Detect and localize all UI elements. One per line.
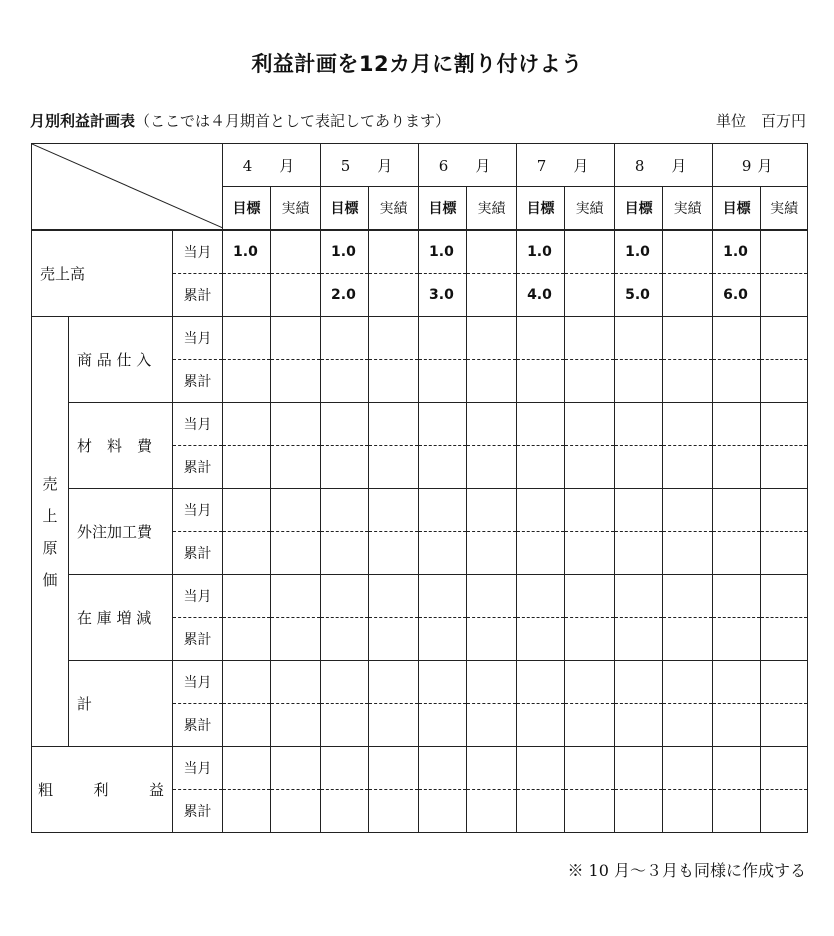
actual-cell bbox=[761, 618, 808, 661]
actual-cell bbox=[761, 747, 808, 790]
actual-cell bbox=[761, 446, 808, 489]
actual-cell bbox=[369, 317, 419, 360]
target-header: 目標 bbox=[517, 187, 565, 231]
target-header: 目標 bbox=[321, 187, 369, 231]
actual-cell bbox=[565, 704, 615, 747]
actual-cell bbox=[467, 618, 517, 661]
actual-header: 実績 bbox=[369, 187, 419, 231]
target-cell bbox=[517, 661, 565, 704]
actual-cell bbox=[761, 790, 808, 833]
month-header: 7 月 bbox=[517, 144, 615, 187]
target-cell bbox=[321, 704, 369, 747]
actual-cell bbox=[565, 317, 615, 360]
actual-cell bbox=[565, 403, 615, 446]
target-cell bbox=[615, 489, 663, 532]
actual-cell bbox=[271, 532, 321, 575]
row-type-current: 当月 bbox=[173, 403, 223, 446]
row-type-current: 当月 bbox=[173, 489, 223, 532]
target-cell: 1.0 bbox=[713, 230, 761, 274]
actual-cell bbox=[761, 661, 808, 704]
target-cell: 1.0 bbox=[223, 230, 271, 274]
target-cell bbox=[419, 618, 467, 661]
sales-label: 売上高 bbox=[32, 230, 173, 317]
page-title: 利益計画を12カ月に割り付けよう bbox=[251, 52, 583, 76]
target-cell bbox=[321, 618, 369, 661]
actual-cell bbox=[761, 489, 808, 532]
target-cell bbox=[321, 790, 369, 833]
actual-cell bbox=[663, 747, 713, 790]
target-cell bbox=[419, 747, 467, 790]
target-cell bbox=[223, 790, 271, 833]
actual-cell bbox=[761, 575, 808, 618]
month-header: 9月 bbox=[713, 144, 808, 187]
actual-cell bbox=[271, 704, 321, 747]
target-cell bbox=[321, 446, 369, 489]
target-cell bbox=[517, 489, 565, 532]
target-cell bbox=[615, 661, 663, 704]
row-type-cumulative: 累計 bbox=[173, 446, 223, 489]
target-cell bbox=[615, 790, 663, 833]
target-cell bbox=[517, 403, 565, 446]
cost-of-sales-label bbox=[32, 317, 69, 747]
actual-cell bbox=[369, 360, 419, 403]
actual-cell bbox=[369, 618, 419, 661]
row-type-current: 当月 bbox=[173, 661, 223, 704]
target-cell bbox=[713, 360, 761, 403]
target-cell bbox=[223, 489, 271, 532]
target-cell bbox=[517, 446, 565, 489]
cost-item-label: 材 料 費 bbox=[69, 403, 173, 489]
actual-header: 実績 bbox=[467, 187, 517, 231]
actual-cell bbox=[761, 532, 808, 575]
cost-of-sales-char: 原 bbox=[42, 538, 58, 557]
header-corner-cell bbox=[32, 144, 223, 231]
target-cell bbox=[713, 446, 761, 489]
actual-header: 実績 bbox=[565, 187, 615, 231]
actual-cell bbox=[271, 230, 321, 274]
target-cell bbox=[419, 360, 467, 403]
actual-cell bbox=[369, 575, 419, 618]
target-cell bbox=[517, 317, 565, 360]
target-cell bbox=[517, 575, 565, 618]
target-cell bbox=[419, 317, 467, 360]
target-header: 目標 bbox=[419, 187, 467, 231]
row-type-cumulative: 累計 bbox=[173, 704, 223, 747]
target-cell bbox=[615, 317, 663, 360]
target-cell bbox=[321, 575, 369, 618]
target-cell bbox=[223, 704, 271, 747]
target-cell bbox=[223, 403, 271, 446]
target-cell: 6.0 bbox=[713, 274, 761, 317]
actual-cell bbox=[467, 704, 517, 747]
actual-cell bbox=[663, 230, 713, 274]
target-cell bbox=[419, 790, 467, 833]
actual-cell bbox=[663, 790, 713, 833]
target-cell bbox=[713, 532, 761, 575]
actual-cell bbox=[761, 360, 808, 403]
target-cell bbox=[223, 747, 271, 790]
row-type-cumulative: 累計 bbox=[173, 274, 223, 317]
target-cell bbox=[517, 747, 565, 790]
actual-cell bbox=[369, 230, 419, 274]
row-type-cumulative: 累計 bbox=[173, 532, 223, 575]
cost-item-label: 在 庫 増 減 bbox=[69, 575, 173, 661]
actual-cell bbox=[663, 661, 713, 704]
gross-profit-char: 粗 bbox=[38, 781, 54, 799]
actual-cell bbox=[663, 618, 713, 661]
actual-cell bbox=[467, 747, 517, 790]
actual-cell bbox=[369, 403, 419, 446]
table-subtitle bbox=[30, 110, 450, 131]
actual-cell bbox=[271, 446, 321, 489]
target-cell: 1.0 bbox=[419, 230, 467, 274]
row-type-current: 当月 bbox=[173, 575, 223, 618]
actual-cell bbox=[467, 403, 517, 446]
actual-cell bbox=[565, 618, 615, 661]
cost-of-sales-char: 価 bbox=[42, 570, 58, 589]
target-cell: 3.0 bbox=[419, 274, 467, 317]
target-cell: 4.0 bbox=[517, 274, 565, 317]
diagonal-line bbox=[32, 144, 223, 228]
row-type-current: 当月 bbox=[173, 747, 223, 790]
target-cell bbox=[615, 403, 663, 446]
cost-item-label: 計 bbox=[69, 661, 173, 747]
actual-cell bbox=[565, 532, 615, 575]
target-cell bbox=[419, 575, 467, 618]
actual-cell bbox=[369, 532, 419, 575]
target-cell bbox=[615, 704, 663, 747]
actual-cell bbox=[369, 274, 419, 317]
target-cell bbox=[419, 532, 467, 575]
target-cell bbox=[713, 790, 761, 833]
actual-cell bbox=[663, 704, 713, 747]
actual-cell bbox=[467, 274, 517, 317]
actual-cell bbox=[271, 360, 321, 403]
actual-cell bbox=[565, 230, 615, 274]
target-cell bbox=[713, 704, 761, 747]
actual-cell bbox=[565, 790, 615, 833]
target-header: 目標 bbox=[615, 187, 663, 231]
actual-cell bbox=[467, 317, 517, 360]
actual-cell bbox=[467, 661, 517, 704]
actual-cell bbox=[565, 360, 615, 403]
target-cell bbox=[419, 704, 467, 747]
target-cell bbox=[321, 747, 369, 790]
actual-cell bbox=[663, 274, 713, 317]
target-cell bbox=[321, 532, 369, 575]
actual-cell bbox=[271, 661, 321, 704]
row-type-cumulative: 累計 bbox=[173, 360, 223, 403]
actual-cell bbox=[467, 532, 517, 575]
target-cell bbox=[517, 790, 565, 833]
actual-cell bbox=[565, 489, 615, 532]
actual-cell bbox=[663, 446, 713, 489]
table-note: （ここでは４月期首として表記してあります） bbox=[135, 112, 451, 130]
target-cell bbox=[223, 532, 271, 575]
actual-cell bbox=[565, 661, 615, 704]
target-cell: 1.0 bbox=[517, 230, 565, 274]
actual-cell bbox=[663, 403, 713, 446]
actual-cell bbox=[761, 403, 808, 446]
gross-profit-label bbox=[32, 747, 173, 833]
row-type-current: 当月 bbox=[173, 317, 223, 360]
profit-plan-table bbox=[31, 143, 808, 833]
gross-profit-char: 利 bbox=[93, 781, 109, 799]
actual-cell bbox=[369, 747, 419, 790]
target-cell bbox=[517, 704, 565, 747]
target-cell bbox=[419, 489, 467, 532]
actual-cell bbox=[565, 575, 615, 618]
target-cell bbox=[321, 661, 369, 704]
target-cell bbox=[517, 532, 565, 575]
target-header: 目標 bbox=[713, 187, 761, 231]
actual-cell bbox=[663, 532, 713, 575]
table-name: 月別利益計画表 bbox=[30, 112, 136, 130]
target-cell bbox=[223, 575, 271, 618]
target-cell bbox=[615, 747, 663, 790]
target-cell: 5.0 bbox=[615, 274, 663, 317]
target-cell bbox=[321, 317, 369, 360]
actual-cell bbox=[761, 274, 808, 317]
actual-cell bbox=[369, 446, 419, 489]
target-cell bbox=[419, 403, 467, 446]
target-cell bbox=[223, 618, 271, 661]
target-cell bbox=[615, 446, 663, 489]
actual-cell bbox=[761, 230, 808, 274]
cost-of-sales-char: 売 bbox=[42, 474, 58, 493]
target-cell bbox=[713, 489, 761, 532]
month-header: 5 月 bbox=[321, 144, 419, 187]
row-type-cumulative: 累計 bbox=[173, 618, 223, 661]
target-cell bbox=[517, 618, 565, 661]
target-cell bbox=[713, 618, 761, 661]
month-header: 8 月 bbox=[615, 144, 713, 187]
actual-cell bbox=[271, 618, 321, 661]
actual-cell bbox=[565, 446, 615, 489]
target-cell bbox=[615, 532, 663, 575]
target-cell bbox=[615, 360, 663, 403]
actual-header: 実績 bbox=[761, 187, 808, 231]
actual-cell bbox=[663, 317, 713, 360]
target-cell bbox=[713, 661, 761, 704]
actual-cell bbox=[467, 790, 517, 833]
actual-cell bbox=[663, 575, 713, 618]
target-cell bbox=[223, 360, 271, 403]
actual-cell bbox=[565, 747, 615, 790]
actual-cell bbox=[369, 790, 419, 833]
actual-cell bbox=[565, 274, 615, 317]
actual-cell bbox=[761, 317, 808, 360]
target-cell bbox=[615, 618, 663, 661]
target-cell bbox=[223, 661, 271, 704]
row-type-current: 当月 bbox=[173, 230, 223, 274]
actual-cell bbox=[369, 489, 419, 532]
actual-header: 実績 bbox=[663, 187, 713, 231]
target-cell bbox=[419, 446, 467, 489]
actual-cell bbox=[271, 489, 321, 532]
target-cell bbox=[223, 446, 271, 489]
target-cell bbox=[223, 274, 271, 317]
cost-of-sales-char: 上 bbox=[42, 506, 58, 525]
actual-cell bbox=[369, 704, 419, 747]
actual-cell bbox=[271, 747, 321, 790]
target-cell bbox=[517, 360, 565, 403]
actual-cell bbox=[467, 575, 517, 618]
actual-header: 実績 bbox=[271, 187, 321, 231]
target-cell bbox=[713, 575, 761, 618]
actual-cell bbox=[467, 230, 517, 274]
actual-cell bbox=[467, 489, 517, 532]
actual-cell bbox=[761, 704, 808, 747]
actual-cell bbox=[369, 661, 419, 704]
target-cell: 1.0 bbox=[321, 230, 369, 274]
cost-item-label: 外注加工費 bbox=[69, 489, 173, 575]
target-cell bbox=[713, 403, 761, 446]
month-header: 6 月 bbox=[419, 144, 517, 187]
target-cell bbox=[321, 489, 369, 532]
target-cell: 1.0 bbox=[615, 230, 663, 274]
actual-cell bbox=[467, 360, 517, 403]
month-header: 4 月 bbox=[223, 144, 321, 187]
actual-cell bbox=[271, 403, 321, 446]
footnote: ※ 10 月～３月も同様に作成する bbox=[567, 861, 806, 880]
target-cell bbox=[321, 360, 369, 403]
target-cell bbox=[223, 317, 271, 360]
unit-label: 単位 百万円 bbox=[715, 112, 806, 130]
gross-profit-char: 益 bbox=[148, 781, 164, 799]
target-cell bbox=[615, 575, 663, 618]
target-cell bbox=[713, 317, 761, 360]
target-cell: 2.0 bbox=[321, 274, 369, 317]
actual-cell bbox=[663, 489, 713, 532]
row-type-cumulative: 累計 bbox=[173, 790, 223, 833]
target-cell bbox=[713, 747, 761, 790]
target-cell bbox=[419, 661, 467, 704]
actual-cell bbox=[271, 790, 321, 833]
actual-cell bbox=[271, 317, 321, 360]
target-cell bbox=[321, 403, 369, 446]
actual-cell bbox=[271, 274, 321, 317]
target-header: 目標 bbox=[223, 187, 271, 231]
cost-item-label: 商 品 仕 入 bbox=[69, 317, 173, 403]
actual-cell bbox=[467, 446, 517, 489]
actual-cell bbox=[663, 360, 713, 403]
actual-cell bbox=[271, 575, 321, 618]
